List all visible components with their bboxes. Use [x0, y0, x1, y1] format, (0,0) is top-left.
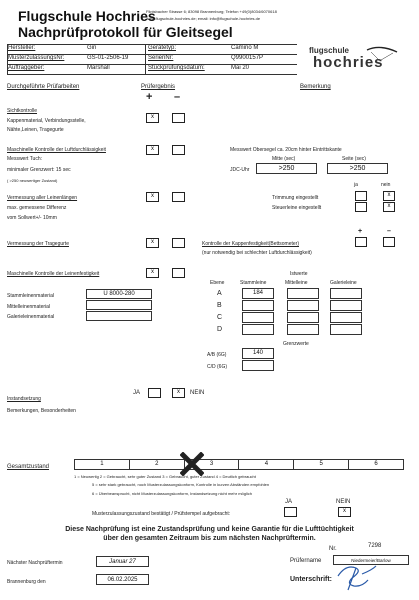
messwert-tuch: Messwert Tuch: [7, 156, 43, 162]
auftraggeber-label: Auftraggeber: [8, 65, 45, 71]
stueckpruefung-label: Stückprüfungsdatum: [148, 65, 205, 71]
condition-cell-4[interactable]: 4 [239, 460, 294, 469]
obersegel-note: Messwert Obersegel ca. 20cm hinter Eintrittskante [230, 147, 342, 153]
nr-label: Nr. [329, 546, 337, 552]
condition-legend-3: 6 = Überbeansprucht, nicht Musterzulassungskonform, Instandsetzung nicht mehr möglich [92, 491, 252, 496]
cell-d-mittel[interactable] [287, 324, 319, 335]
unterschrift-label: Unterschrift: [290, 576, 333, 583]
konform-nein-checkbox[interactable]: x [338, 507, 351, 517]
trimmung-label: Trimmung eingestellt [272, 195, 319, 201]
leinenfestigkeit-minus-checkbox[interactable] [172, 268, 185, 278]
instandsetzung-ja-label: JA [133, 390, 141, 396]
cell-b-galerie[interactable] [330, 300, 362, 311]
festigkeit-minus-label: – [387, 228, 391, 235]
cell-cd-value[interactable] [242, 360, 274, 371]
ab-label: A/B (6G) [207, 352, 227, 358]
galerieleinen-material-label: Galerieleinenmaterial [7, 314, 55, 320]
cell-b-mittel[interactable] [287, 300, 319, 311]
luft-plus-checkbox[interactable]: x [146, 145, 159, 155]
festigkeit-plus-label: + [358, 228, 363, 235]
hersteller-value: Gin [87, 45, 97, 51]
galerieleinen-material-field[interactable] [86, 311, 152, 321]
gesamtzustand-scale [74, 459, 404, 470]
column-plus: + [146, 91, 153, 103]
school-contact: www.flugschule-hochries.de; email: info@flugschule-hochries.de [146, 16, 261, 21]
cell-c-mittel[interactable] [287, 312, 319, 323]
leinen-plus-checkbox[interactable]: x [146, 192, 159, 202]
column-arbeiten: Durchgeführte Prüfarbeiten [7, 84, 80, 90]
nein-column-label: nein [381, 182, 391, 188]
festigkeit-minus-checkbox[interactable] [383, 237, 395, 247]
konform-ja-checkbox[interactable] [284, 507, 297, 517]
school-title: Flugschule Hochries [18, 8, 156, 24]
signature [332, 560, 382, 592]
hersteller-label: Hersteller: [8, 45, 36, 51]
cell-d-galerie[interactable] [330, 324, 362, 335]
bemerkungen-label: Bemerkungen, Besonderheiten [7, 408, 76, 414]
festigkeit-note: (nur notwendig bei schlechter Luftdurchlässigkeit) [202, 250, 312, 256]
konform-label: Musterzulassungszustand bestätigt / Prüfstempel aufgebracht: [92, 511, 231, 517]
condition-legend-1: 1 = Neuwertig 2 = Gebraucht, sehr guter Zustand 3 = Gebraucht, guter Zustand 4 = Deutlich gebraucht [74, 474, 256, 479]
condition-cell-3[interactable]: 3 [185, 460, 240, 469]
max-differenz: max. gemessene Differenz [7, 205, 67, 211]
instandsetzung-label: Instandsetzung [7, 396, 41, 402]
naechster-termin-field[interactable]: Januar 27 [96, 556, 149, 567]
condition-legend-2: 5 = sehr stark gebraucht, noch Musterzulassungskonform, Kontrolle in kurzen Abständen empfohlen [92, 482, 270, 487]
seite-label: Seite (sec) [342, 156, 366, 162]
luft-minus-checkbox[interactable] [172, 145, 185, 155]
trimmung-nein-checkbox[interactable]: x [383, 191, 395, 201]
condition-cell-1[interactable]: 1 [75, 460, 130, 469]
row-a-label: A [217, 290, 222, 297]
sichtkontrolle-minus-checkbox[interactable] [172, 113, 185, 123]
cell-d-stamm[interactable] [242, 324, 274, 335]
document-title: Nachprüfprotokoll für Gleitsegel [18, 24, 233, 40]
column-ergebnis: Prüfergebnis [141, 84, 176, 90]
mittelleine-label: Mittelleine [285, 280, 308, 286]
tragegurte-title: Vermessung der Tragegurte [7, 241, 69, 247]
cell-b-stamm[interactable] [242, 300, 274, 311]
cd-label: C/D (6G) [207, 364, 227, 370]
stammleinen-material-label: Stammleinenmaterial [7, 293, 54, 299]
row-d-label: D [217, 326, 223, 333]
tragegurte-plus-checkbox[interactable]: x [146, 238, 159, 248]
istwerte-label: Istwerte [290, 271, 308, 277]
grenzwerte-label: Grenzwerte [283, 341, 309, 347]
leinenfestigkeit-plus-checkbox[interactable]: x [146, 268, 159, 278]
pruefername-field[interactable]: Niedermeier/Barlow [333, 555, 409, 565]
mitte-value-field[interactable]: >250 [256, 163, 317, 174]
ja-column-label: ja [354, 182, 358, 188]
zulassung-value: GS-01-2506-19 [87, 55, 129, 61]
cell-ab-value[interactable]: 140 [242, 348, 274, 359]
condition-cell-2[interactable]: 2 [130, 460, 185, 469]
neuwertig-note: ( >250 neuwertiger Zustand) [7, 178, 58, 183]
school-logo [305, 46, 405, 72]
stammleinen-material-field[interactable]: U 8000-280 [86, 289, 152, 299]
geraetetyp-value: Camino M [231, 45, 259, 51]
sichtkontrolle-detail2: Nähte,Leinen, Tragegurte [7, 127, 64, 133]
jdc-uhr: JDC-Uhr [230, 167, 250, 173]
nr-value: 7298 [368, 543, 382, 549]
instandsetzung-nein-checkbox[interactable]: x [172, 388, 185, 398]
mittelleinen-material-label: Mittelleinenmaterial [7, 304, 51, 310]
seriennr-value: Q9900157P [231, 55, 264, 61]
instandsetzung-nein-label: NEIN [190, 390, 205, 396]
luft-title: Maschinelle Kontrolle der Luftdurchlässigkeit [7, 147, 106, 153]
ebene-label: Ebene [210, 280, 225, 286]
konform-ja-label: JA [285, 499, 293, 505]
ort-datum-field[interactable]: 06.02.2025 [96, 574, 149, 585]
condition-cross-mark-icon [180, 452, 204, 476]
leinen-vermessung-title: Vermessung aller Leinenlängen [7, 195, 78, 201]
row-b-label: B [217, 302, 222, 309]
instandsetzung-ja-checkbox[interactable] [148, 388, 161, 398]
row-c-label: C [217, 314, 223, 321]
logo-text-top: flugschule [309, 46, 350, 55]
condition-cell-5[interactable]: 5 [294, 460, 349, 469]
cell-a-mittel[interactable] [287, 288, 319, 299]
auftraggeber-value: Marshall [87, 65, 110, 71]
sichtkontrolle-title: Sichtkontrolle [7, 108, 38, 114]
naechster-termin-label: Nächster Nachprüftermin [7, 560, 63, 566]
trimmung-ja-checkbox[interactable] [355, 191, 367, 201]
disclaimer-line-2: über den gesamten Zeitraum bis zum nächsten Nachprüftermin. [103, 535, 316, 542]
cell-c-galerie[interactable] [330, 312, 362, 323]
konform-nein-label: NEIN [336, 499, 351, 505]
ort-datum-label: Brannenburg den [7, 579, 46, 585]
tragegurte-minus-checkbox[interactable] [172, 238, 185, 248]
pruefername-label: Prüfername [290, 558, 322, 564]
device-info-table [7, 44, 297, 74]
leinen-minus-checkbox[interactable] [172, 192, 185, 202]
galerieleine-label: Galerieleine [330, 280, 357, 286]
festigkeit-title: Kontrolle der Kappenfestigkeit(Bettsometer) [202, 241, 299, 247]
sollwert: vom Sollwert+/- 10mm [7, 215, 57, 221]
festigkeit-plus-checkbox[interactable] [355, 237, 367, 247]
sichtkontrolle-detail1: Kappenmaterial, Verbindungsstelle, [7, 118, 86, 124]
zulassung-label: MusterzulassungsNr: [8, 55, 65, 61]
cell-c-stamm[interactable] [242, 312, 274, 323]
cell-a-galerie[interactable] [330, 288, 362, 299]
gesamtzustand-label: Gesamtzustand [7, 464, 50, 470]
cell-a-stamm[interactable]: 184 [242, 288, 274, 299]
leinenfestigkeit-title: Maschinelle Kontrolle der Leinenfestigkeit [7, 271, 100, 277]
mittelleinen-material-field[interactable] [86, 300, 152, 310]
logo-text-bottom: hochries [313, 54, 384, 71]
geraetetyp-label: Gerätetyp: [148, 45, 177, 51]
stueckpruefung-value: Mai 20 [231, 65, 250, 71]
steuerleine-label: Steuerleine eingestellt [272, 205, 322, 211]
grenzwert: minimaler Grenzwert: 15 sec [7, 167, 71, 173]
disclaimer-line-1: Diese Nachprüfung ist eine Zustandsprüfung und keine Garantie für die Lufttüchtigkeit [65, 526, 354, 533]
seriennr-label: SerienNr: [148, 55, 174, 61]
seite-value-field[interactable]: >250 [327, 163, 388, 174]
steuerleine-nein-checkbox[interactable]: x [383, 202, 395, 212]
mitte-label: Mitte (sec) [272, 156, 296, 162]
column-minus: – [174, 91, 181, 103]
steuerleine-ja-checkbox[interactable] [355, 202, 367, 212]
stammleine-label: Stammleine [240, 280, 267, 286]
school-address: Flintsbacher Strasse 6; 83098 Brannenburg; Telefon +49(0)8034/6070618 [146, 9, 277, 14]
sichtkontrolle-plus-checkbox[interactable]: x [146, 113, 159, 123]
condition-cell-6[interactable]: 6 [374, 461, 378, 467]
column-bemerkung: Bemerkung [300, 84, 331, 90]
